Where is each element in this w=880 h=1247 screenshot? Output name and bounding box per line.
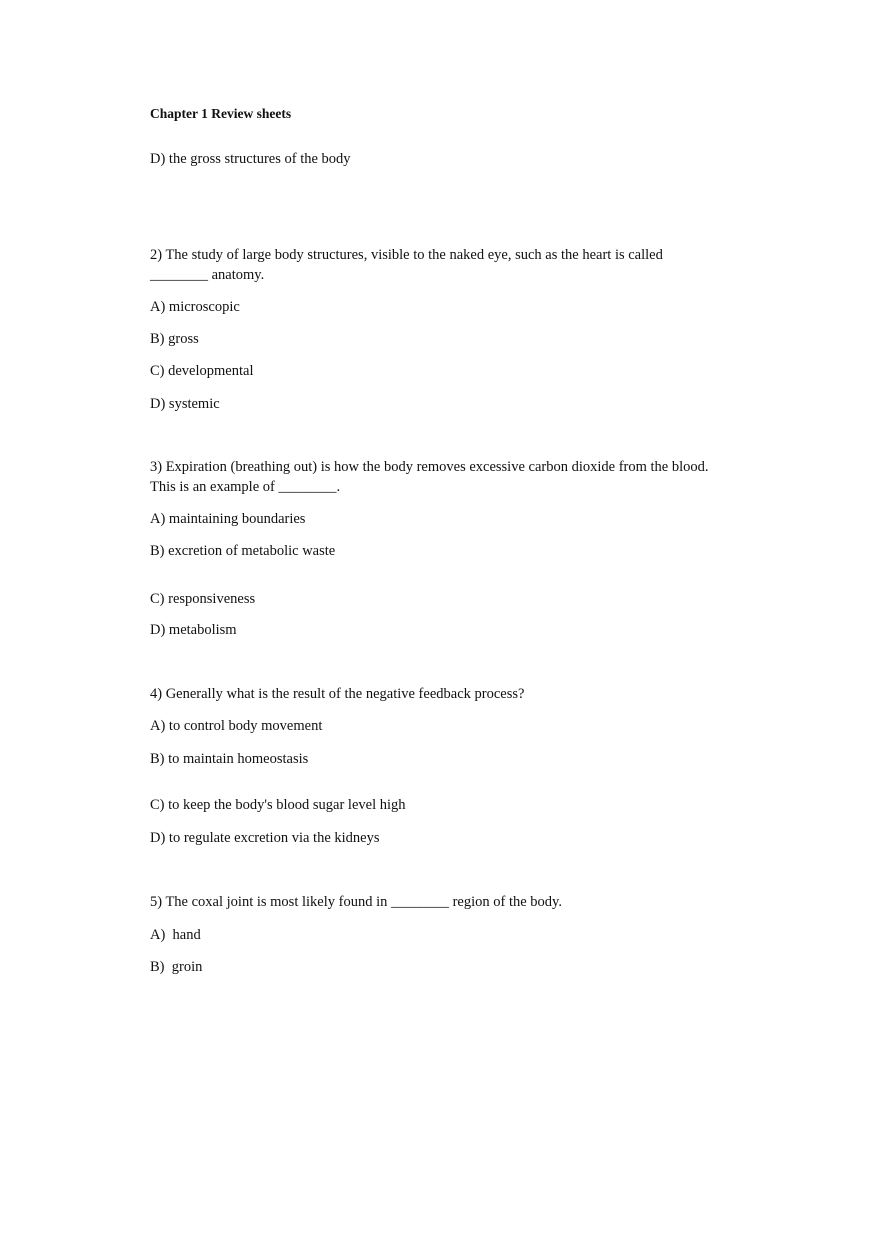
q3-option-d: D) metabolism [150, 622, 237, 638]
q4-option-a: A) to control body movement [150, 718, 323, 734]
q2-stem-line2: ________ anatomy. [150, 267, 265, 283]
q5-stem-line1: 5) The coxal joint is most likely found in ________ region of the body. [150, 894, 562, 910]
q2-option-c: C) developmental [150, 363, 254, 379]
q1-option-d: D) the gross structures of the body [150, 151, 351, 167]
q3-option-c: C) responsiveness [150, 591, 256, 607]
q4-stem-line1: 4) Generally what is the result of the negative feedback process? [150, 686, 525, 702]
q5-option-a: A) hand [150, 927, 201, 943]
q3-option-b: B) excretion of metabolic waste [150, 543, 336, 559]
q2-option-d: D) systemic [150, 396, 220, 412]
q3-stem-line1: 3) Expiration (breathing out) is how the body removes excessive carbon dioxide from the blood. [150, 459, 709, 475]
q2-stem-line1: 2) The study of large body structures, visible to the naked eye, such as the heart is called [150, 247, 663, 263]
q4-option-c: C) to keep the body's blood sugar level high [150, 797, 406, 813]
q2-option-a: A) microscopic [150, 299, 240, 315]
page-title: Chapter 1 Review sheets [150, 106, 292, 121]
q4-option-d: D) to regulate excretion via the kidneys [150, 830, 380, 846]
q5-option-b: B) groin [150, 959, 203, 975]
q4-option-b: B) to maintain homeostasis [150, 751, 309, 767]
q2-option-b: B) gross [150, 331, 199, 347]
q3-stem-line2: This is an example of ________. [150, 479, 341, 495]
q3-option-a: A) maintaining boundaries [150, 511, 306, 527]
